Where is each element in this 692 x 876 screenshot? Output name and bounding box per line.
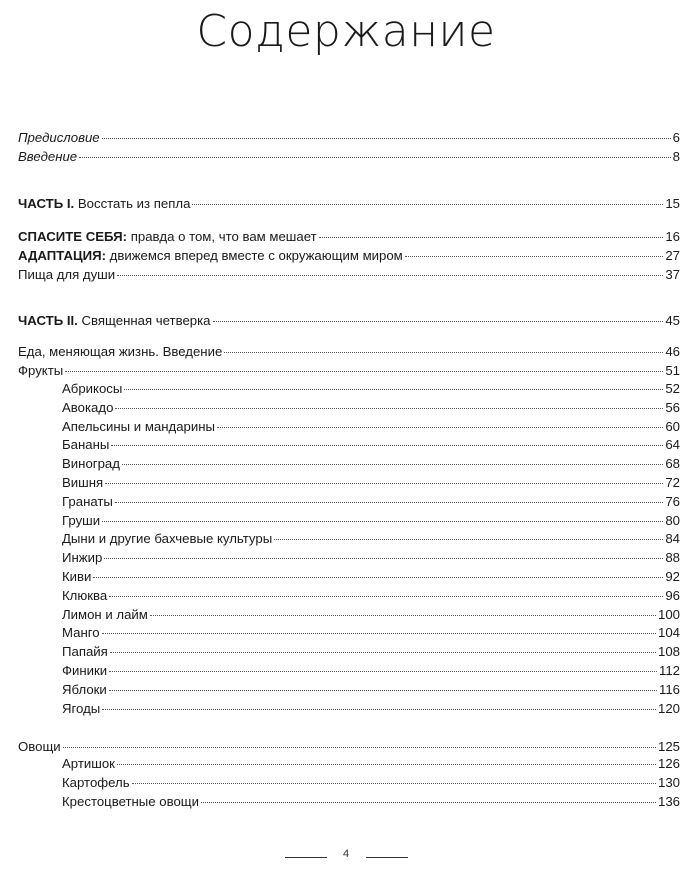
entry-page: 56	[665, 399, 680, 415]
dot-leader	[132, 782, 656, 784]
page-number: 4	[342, 848, 350, 860]
entry-page: 92	[665, 569, 680, 584]
entry-label: Лимон и лайм	[62, 606, 148, 622]
entry-label: Абрикосы	[62, 381, 123, 396]
toc-subentry[interactable]	[62, 682, 680, 698]
dot-leader	[102, 632, 656, 634]
entry-label: Авокадо	[62, 399, 114, 415]
dot-leader	[105, 482, 663, 484]
entry-label: Фрукты	[18, 363, 64, 378]
dot-leader	[79, 156, 671, 158]
entry-page: 15	[665, 196, 680, 211]
toc-subentry[interactable]	[62, 494, 680, 510]
dot-leader	[110, 651, 656, 653]
toc-subentry[interactable]	[62, 550, 680, 566]
toc-subentry[interactable]	[62, 456, 680, 472]
toc-subentry[interactable]	[62, 531, 680, 547]
entry-label: движемся вперед вместе с окружающим миром	[105, 248, 403, 263]
part-title: Священная четверка	[77, 313, 211, 328]
dot-leader	[65, 370, 663, 372]
entry-page: 136	[657, 793, 680, 809]
entry-page: 104	[657, 625, 680, 641]
entry-page: 84	[665, 531, 680, 547]
entry-label: Введение	[18, 149, 78, 164]
entry-label: Крестоцветные овощи	[62, 793, 200, 809]
toc-subentry[interactable]	[62, 644, 680, 660]
toc-subentry[interactable]	[62, 475, 680, 491]
dot-leader	[109, 670, 657, 672]
toc-entry-introduction[interactable]	[18, 149, 680, 165]
dot-leader	[117, 274, 663, 276]
dot-leader	[117, 763, 656, 765]
toc-subentry[interactable]	[62, 794, 680, 810]
entry-page: 120	[657, 700, 680, 716]
entry-label: Овощи	[18, 739, 61, 754]
entry-page: 51	[665, 363, 680, 378]
part-title: Восстать из пепла	[74, 196, 191, 211]
toc-entry-fruits[interactable]	[18, 363, 680, 379]
dot-leader	[102, 137, 671, 139]
entry-label: Бананы	[62, 437, 110, 453]
entry-page: 125	[657, 739, 680, 754]
entry-label: Еда, меняющая жизнь. Введение	[18, 344, 223, 359]
dot-leader	[111, 444, 663, 446]
footer-rule-right	[366, 857, 408, 858]
page-footer	[0, 848, 692, 868]
entry-page: 126	[657, 756, 680, 771]
toc-entry-preface[interactable]	[18, 130, 680, 146]
entry-page: 96	[665, 587, 680, 603]
entry-page: 130	[657, 774, 680, 790]
entry-label: Манго	[62, 625, 100, 641]
dot-leader	[93, 576, 663, 578]
toc-entry-soul-food[interactable]	[18, 267, 680, 283]
entry-label: Предисловие	[18, 130, 100, 145]
dot-leader	[109, 595, 663, 597]
entry-page: 108	[657, 644, 680, 660]
dot-leader	[319, 236, 664, 238]
entry-label: Груши	[62, 512, 101, 528]
entry-page: 6	[672, 130, 680, 145]
dot-leader	[150, 614, 656, 616]
toc-subentry[interactable]	[62, 569, 680, 585]
entry-page: 68	[665, 456, 680, 472]
entry-label: Папайя	[62, 644, 108, 660]
entry-page: 76	[665, 493, 680, 509]
entry-page: 45	[665, 313, 680, 328]
entry-label-bold: АДАПТАЦИЯ:	[18, 248, 106, 263]
toc-subentry[interactable]	[62, 588, 680, 604]
entry-page: 72	[665, 475, 680, 490]
entry-label: Виноград	[62, 456, 120, 472]
entry-page: 88	[665, 550, 680, 566]
toc-entry-food-intro[interactable]	[18, 344, 680, 360]
dot-leader	[213, 320, 664, 322]
dot-leader	[224, 351, 663, 353]
footer-rule-left	[285, 857, 327, 858]
entry-page: 80	[665, 512, 680, 528]
toc-subentry[interactable]	[62, 607, 680, 623]
entry-label: Клюква	[62, 587, 108, 603]
toc-entry-adaptation[interactable]	[18, 248, 680, 264]
entry-label: Инжир	[62, 550, 103, 566]
toc-subentry[interactable]	[62, 625, 680, 641]
entry-label: Киви	[62, 569, 92, 584]
dot-leader	[102, 520, 663, 522]
toc-subentry[interactable]	[62, 756, 680, 772]
entry-page: 37	[665, 267, 680, 282]
toc-part-2-heading[interactable]	[18, 313, 680, 329]
toc-subentry[interactable]	[62, 400, 680, 416]
entry-label: Вишня	[62, 475, 104, 490]
entry-page: 46	[665, 344, 680, 359]
entry-label: Картофель	[62, 774, 130, 790]
entry-label: правда о том, что вам мешает	[127, 229, 317, 244]
dot-leader	[115, 501, 663, 503]
dot-leader	[124, 388, 663, 390]
entry-page: 116	[658, 681, 680, 697]
entry-label: Дыни и другие бахчевые культуры	[62, 531, 273, 547]
entry-page: 27	[665, 248, 680, 263]
dot-leader	[63, 746, 656, 748]
entry-label: Яблоки	[62, 681, 107, 697]
part-number: ЧАСТЬ I.	[18, 196, 75, 211]
entry-label: Пища для души	[18, 267, 116, 282]
page-title: Содержание	[196, 6, 496, 57]
toc-part-1-heading[interactable]	[18, 196, 680, 212]
toc-subentry[interactable]	[62, 663, 680, 679]
toc-subentry[interactable]	[62, 419, 680, 435]
toc-subentry[interactable]	[62, 437, 680, 453]
dot-leader	[109, 689, 657, 691]
toc-entry-save-yourself[interactable]	[18, 229, 680, 245]
entry-label: Ягоды	[62, 700, 101, 716]
dot-leader	[122, 463, 663, 465]
entry-page: 64	[665, 437, 680, 453]
toc-subentry[interactable]	[62, 701, 680, 717]
dot-leader	[115, 407, 663, 409]
entry-page: 8	[672, 149, 680, 164]
dot-leader	[217, 426, 663, 428]
entry-page: 60	[665, 418, 680, 434]
dot-leader	[274, 538, 663, 540]
toc-subentry[interactable]	[62, 513, 680, 529]
dot-leader	[201, 801, 656, 803]
entry-page: 100	[657, 606, 680, 622]
entry-page: 16	[665, 229, 680, 244]
entry-label: Гранаты	[62, 493, 113, 509]
dot-leader	[104, 557, 663, 559]
entry-page: 52	[665, 381, 680, 396]
dot-leader	[405, 255, 664, 257]
entry-label: Апельсины и мандарины	[62, 418, 215, 434]
entry-page: 112	[658, 663, 680, 678]
toc-subentry[interactable]	[62, 381, 680, 397]
toc-subentry[interactable]	[62, 775, 680, 791]
entry-label: Финики	[62, 663, 108, 678]
dot-leader	[102, 708, 656, 710]
dot-leader	[192, 203, 663, 205]
entry-label-bold: СПАСИТЕ СЕБЯ:	[18, 229, 128, 244]
toc-entry-vegetables[interactable]	[18, 739, 680, 755]
part-number: ЧАСТЬ II.	[18, 313, 78, 328]
entry-label: Артишок	[62, 756, 115, 771]
